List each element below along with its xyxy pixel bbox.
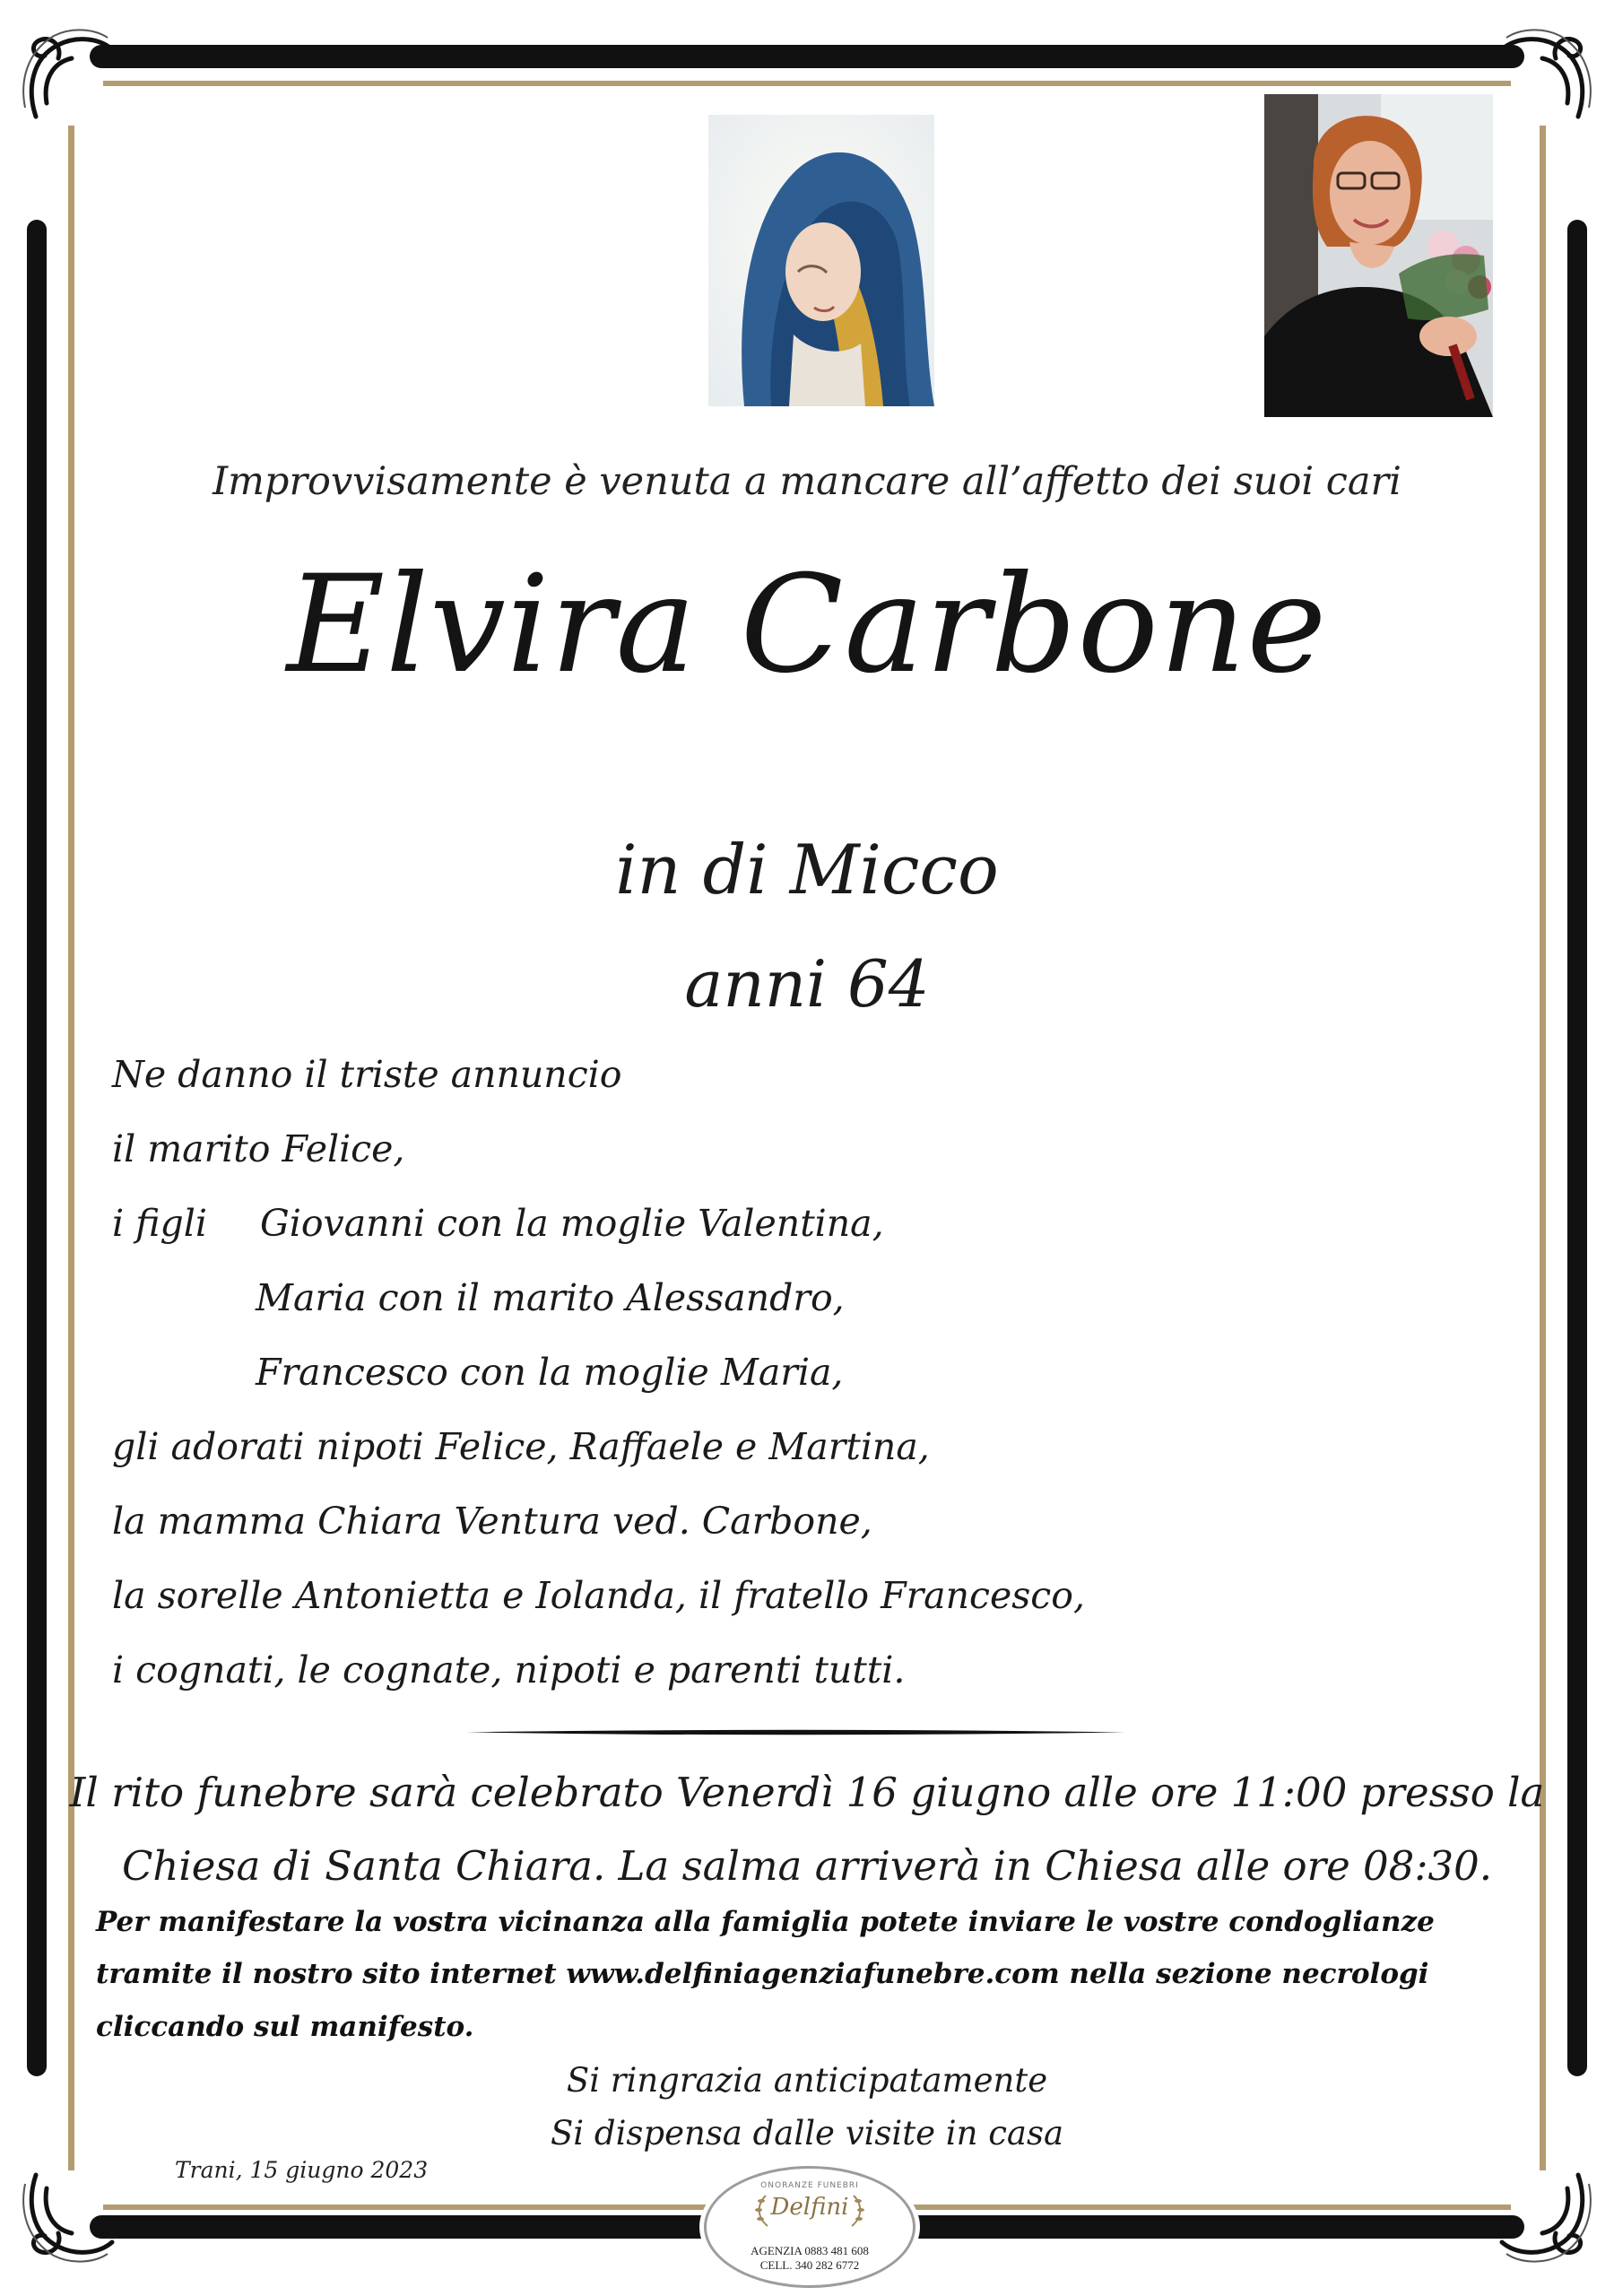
agency-name: Delfini — [770, 2194, 849, 2221]
mourners-line: il marito Felice, — [112, 1127, 405, 1170]
funeral-details-line: Chiesa di Santa Chiara. La salma arriverà in Chiesa alle ore 08:30. — [121, 1842, 1493, 1890]
corner-ornament-icon — [1497, 2166, 1605, 2274]
mourners-line — [112, 1187, 1188, 1261]
corner-ornament-icon — [9, 2166, 117, 2274]
madonna-image — [708, 115, 934, 406]
frame-gold-top — [103, 81, 1511, 86]
mourners-line: gli adorati nipoti Felice, Raffaele e Martina, — [112, 1425, 930, 1468]
corner-ornament-icon — [1497, 18, 1605, 126]
mourners-list — [112, 1038, 1188, 1708]
deceased-age: anni 64 — [684, 946, 930, 1022]
no-visits-text: Si dispensa dalle visite in casa — [550, 2114, 1064, 2152]
mourners-line: la mamma Chiara Ventura ved. Carbone, — [112, 1500, 872, 1543]
condolences-note-line: cliccando sul manifesto. — [96, 2011, 474, 2043]
agency-badge — [704, 2166, 915, 2288]
funeral-details-line: Il rito funebre sarà celebrato Venerdì 16 giugno alle ore 11:00 presso la — [69, 1769, 1545, 1816]
condolences-note-line: Per manifestare la vostra vicinanza alla famiglia potete inviare le vostre condoglianze — [96, 1906, 1435, 1938]
frame-black-top — [90, 45, 1524, 68]
deceased-portrait — [1264, 94, 1493, 417]
corner-ornament-icon — [9, 18, 117, 126]
agency-tagline: ONORANZE FUNEBRI — [760, 2181, 859, 2190]
agency-phone: AGENZIA 0883 481 608 — [751, 2244, 869, 2257]
place-date: Trani, 15 giugno 2023 — [175, 2157, 429, 2183]
deceased-name: Elvira Carbone — [286, 547, 1328, 703]
condolences-note-line: tramite il nostro sito internet www.delfiniagenziafunebre.com nella sezione necrologi — [96, 1958, 1429, 1990]
married-name: in di Micco — [615, 830, 999, 909]
agency-cell: CELL. 340 282 6772 — [759, 2258, 860, 2272]
figli-label: i figli — [112, 1202, 207, 1245]
mourners-line: i cognati, le cognate, nipoti e parenti tutti. — [112, 1648, 906, 1692]
mourners-line: Francesco con la moglie Maria, — [256, 1351, 844, 1394]
mourners-line: Maria con il marito Alessandro, — [256, 1276, 845, 1319]
divider-line — [466, 1728, 1125, 1736]
intro-text: Improvvisamente è venuta a mancare all’affetto dei suoi cari — [213, 459, 1401, 504]
thanks-text: Si ringrazia anticipatamente — [566, 2061, 1048, 2100]
mourners-line-text: Giovanni con la moglie Valentina, — [260, 1202, 884, 1245]
mourners-line: la sorelle Antonietta e Iolanda, il fratello Francesco, — [112, 1574, 1085, 1617]
mourners-line: Ne danno il triste annuncio — [112, 1053, 622, 1096]
